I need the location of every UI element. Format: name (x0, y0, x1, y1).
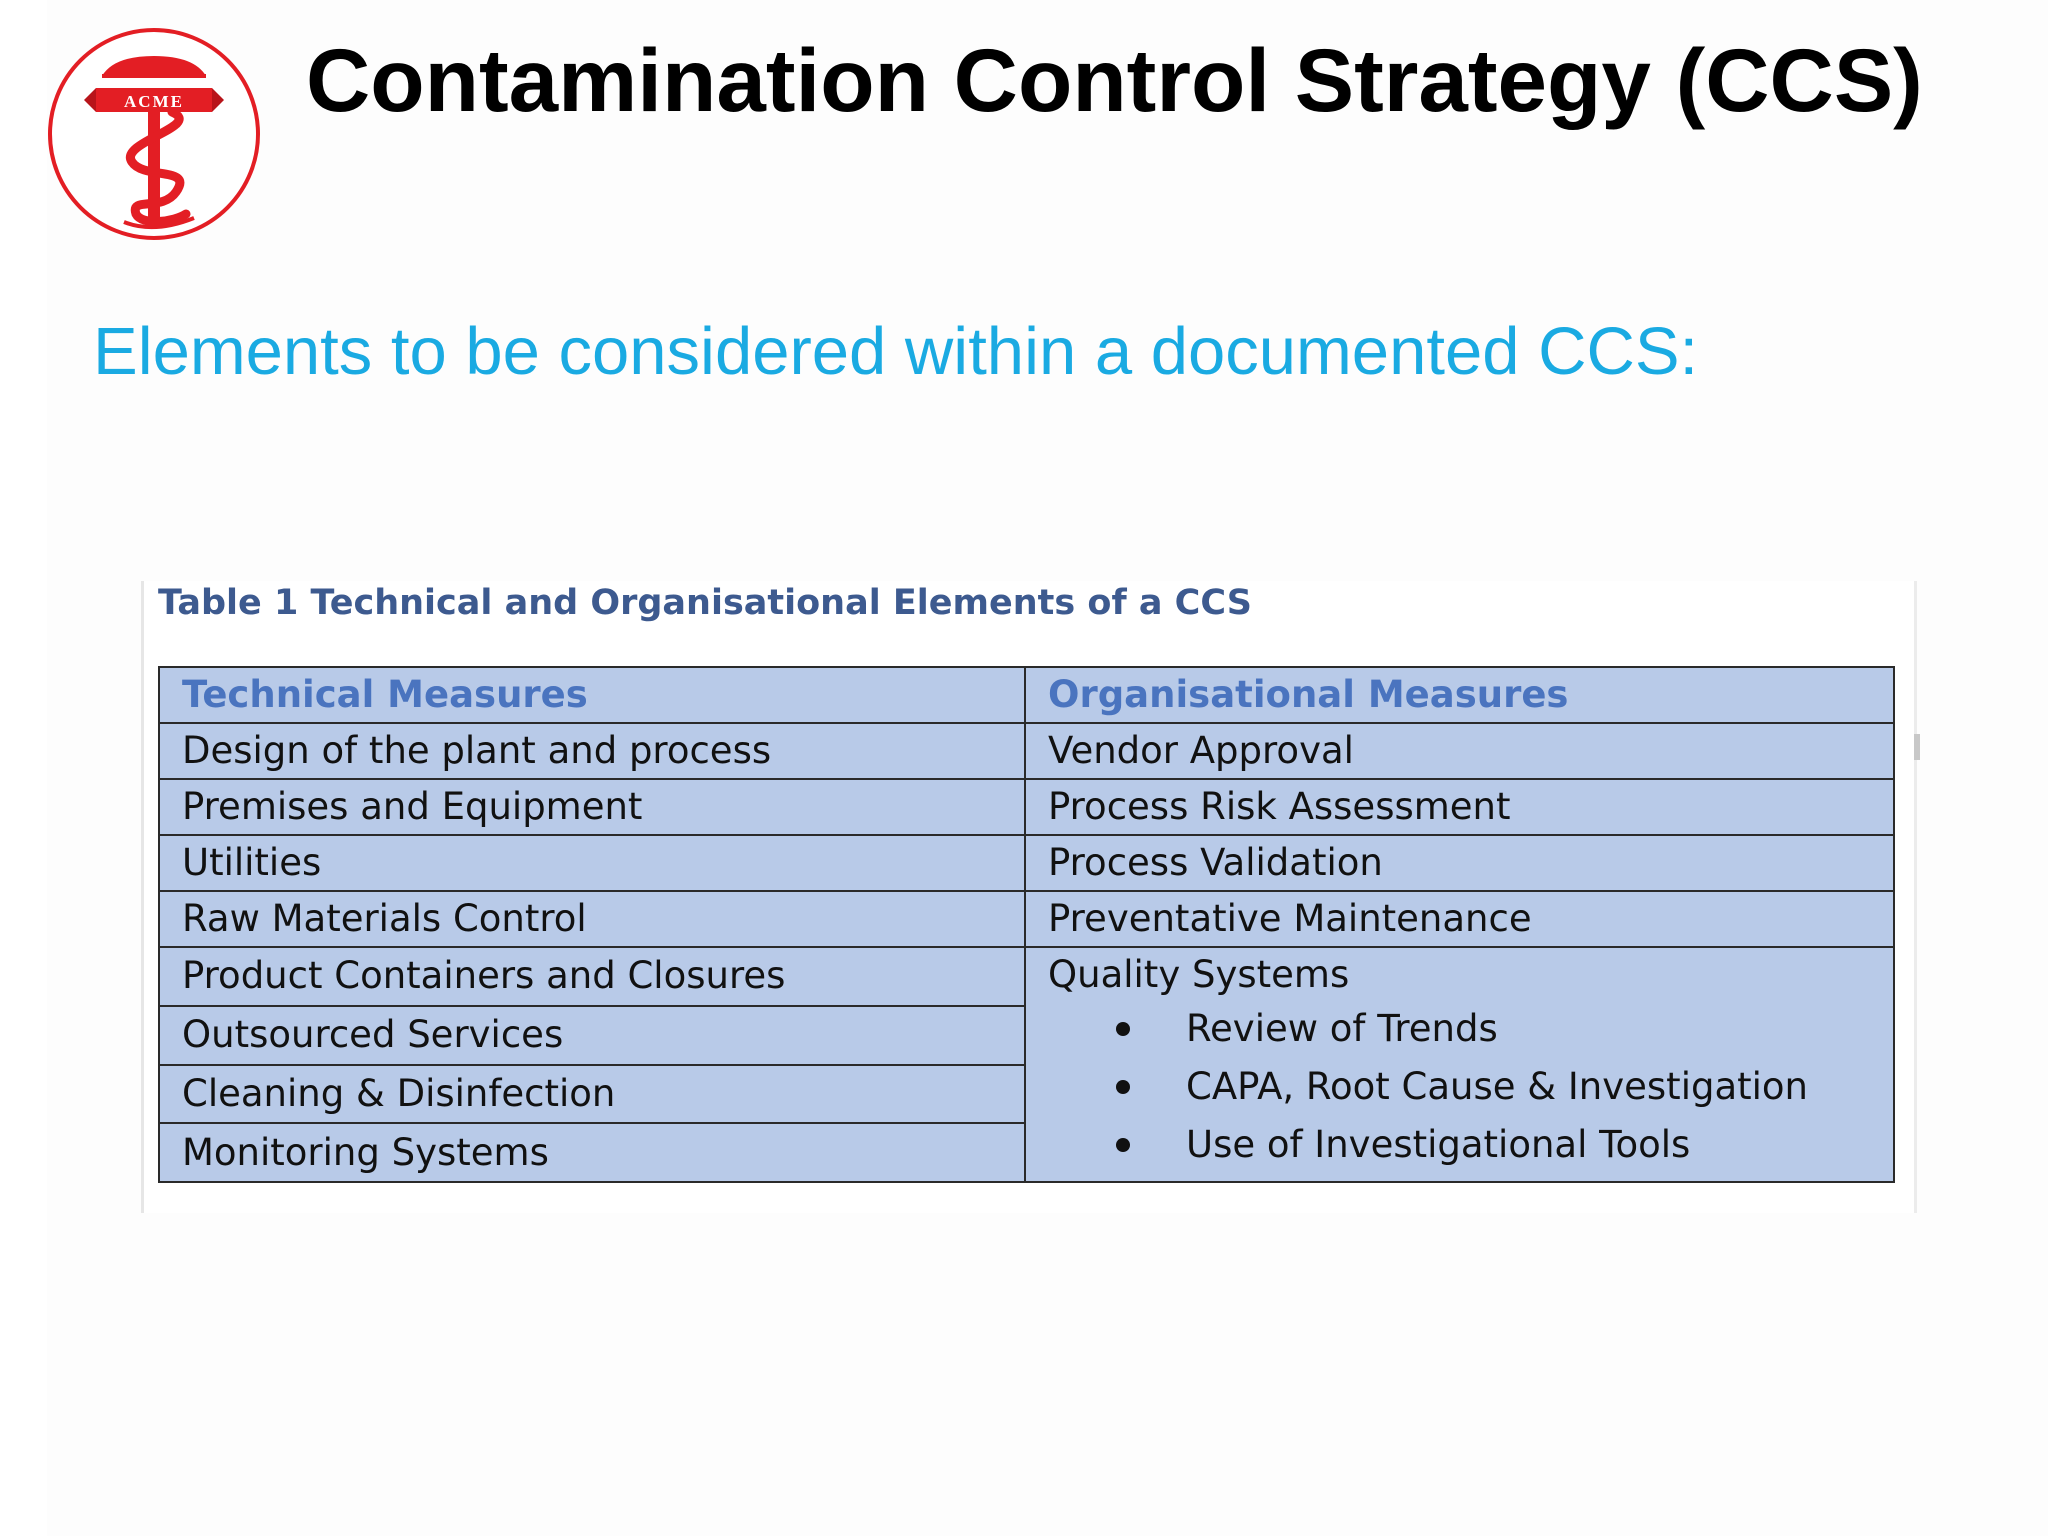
organisational-cell: Process Validation (1025, 835, 1894, 891)
table-panel (141, 581, 1917, 1213)
ccs-elements-table (158, 666, 1895, 1183)
technical-cell: Raw Materials Control (159, 891, 1025, 947)
table-row (159, 835, 1894, 891)
list-item-text: CAPA, Root Cause & Investigation (1186, 1065, 1809, 1108)
table-row (159, 723, 1894, 779)
list-item-text: Review of Trends (1186, 1007, 1498, 1050)
quality-systems-label: Quality Systems (1048, 953, 1350, 996)
acme-logo (44, 26, 264, 242)
table-row (159, 947, 1894, 1006)
technical-cell: Product Containers and Closures (159, 947, 1025, 1006)
quality-systems-cell (1025, 947, 1894, 1182)
list-item (1048, 1007, 1893, 1065)
bullet-icon (1116, 1022, 1130, 1036)
bullet-icon (1116, 1138, 1130, 1152)
bullet-icon (1116, 1080, 1130, 1094)
list-item (1048, 1123, 1893, 1181)
scroll-mark (1914, 734, 1920, 760)
table-caption: Table 1 Technical and Organisational Elements of a CCS (158, 583, 1252, 623)
slide-subtitle: Elements to be considered within a documented CCS: (93, 314, 1699, 389)
table-header-row (159, 667, 1894, 723)
organisational-cell: Vendor Approval (1025, 723, 1894, 779)
technical-cell: Cleaning & Disinfection (159, 1065, 1025, 1124)
logo-text: ACME (124, 92, 184, 111)
technical-cell: Outsourced Services (159, 1006, 1025, 1065)
list-item (1048, 1065, 1893, 1123)
organisational-cell: Preventative Maintenance (1025, 891, 1894, 947)
header-technical-measures: Technical Measures (159, 667, 1025, 723)
table-row (159, 891, 1894, 947)
technical-cell: Premises and Equipment (159, 779, 1025, 835)
technical-cell: Design of the plant and process (159, 723, 1025, 779)
quality-systems-list (1048, 1007, 1893, 1181)
technical-cell: Monitoring Systems (159, 1123, 1025, 1182)
organisational-cell: Process Risk Assessment (1025, 779, 1894, 835)
slide-title: Contamination Control Strategy (CCS) (306, 30, 1923, 130)
table-row (159, 779, 1894, 835)
technical-cell: Utilities (159, 835, 1025, 891)
header-organisational-measures: Organisational Measures (1025, 667, 1894, 723)
list-item-text: Use of Investigational Tools (1186, 1123, 1691, 1166)
